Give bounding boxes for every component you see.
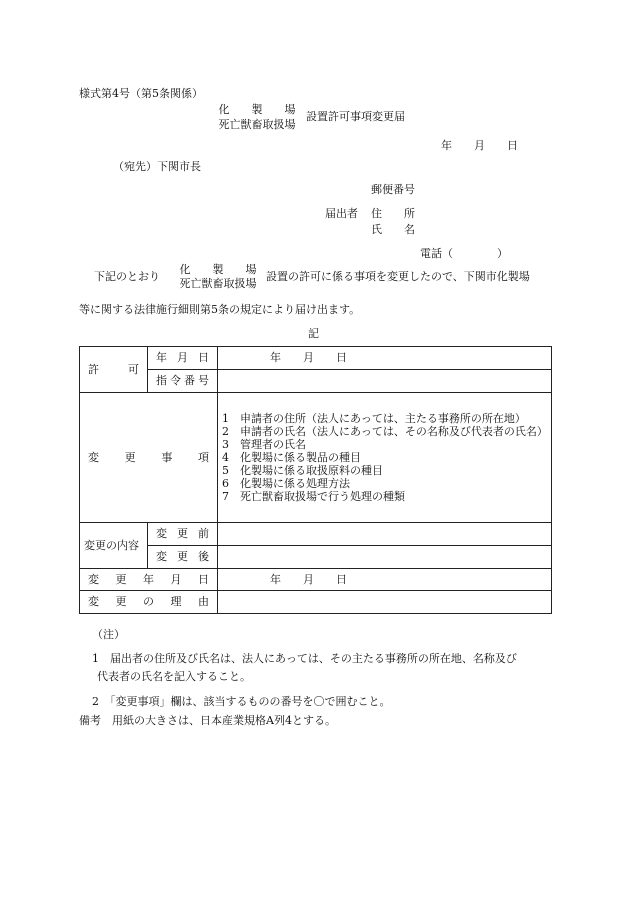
change-item-2[interactable]: 2 申請者の氏名（法人にあっては、その名称及び代表者の氏名）: [222, 425, 548, 438]
phone-label: 電話（ ）: [420, 247, 508, 260]
before-label-cell: 変更前: [148, 523, 218, 546]
title-line1: 化 製 場: [218, 103, 296, 116]
ki-heading: 記: [308, 327, 319, 340]
change-date-value-cell[interactable]: 年 月 日: [218, 569, 552, 591]
note-1-line-1: 1 届出者の住所及び氏名は、法人にあっては、その主たる事務所の所在地、名称及び: [92, 652, 517, 665]
change-item-6[interactable]: 6 化製場に係る処理方法: [222, 477, 350, 490]
address-label: 住 所: [371, 207, 415, 220]
after-value-cell[interactable]: [218, 546, 552, 569]
body-text-1: 設置の許可に係る事項を変更したので、下関市化製場: [266, 270, 530, 283]
after-label-cell: 変更後: [148, 546, 218, 569]
note-2: 2 「変更事項」欄は、該当するものの番号を〇で囲むこと。: [92, 695, 391, 708]
change-items-label-cell: 変 更 事 項: [80, 393, 218, 523]
form-id: 様式第4号（第5条関係）: [79, 87, 203, 100]
body-prefix: 下記のとおり: [94, 270, 160, 283]
title-suffix: 設置許可事項変更届: [306, 110, 405, 123]
permit-label-cell: 許 可: [80, 347, 148, 393]
note-1-line-2: 代表者の氏名を記入すること。: [97, 670, 251, 683]
notes-heading: （注）: [92, 628, 125, 641]
change-reason-value-cell[interactable]: [218, 591, 552, 614]
name-label: 氏 名: [371, 223, 415, 236]
body-text-2: 等に関する法律施行細則第5条の規定により届け出ます。: [79, 303, 361, 316]
postal-code-label: 郵便番号: [371, 183, 415, 196]
addressee: （宛先）下関市長: [113, 160, 201, 173]
before-value-cell[interactable]: [218, 523, 552, 546]
submitter-label: 届出者: [325, 207, 358, 220]
permit-date-value-cell[interactable]: 年 月 日: [218, 347, 552, 370]
title-line2: 死亡獣畜取扱場: [218, 118, 296, 131]
change-item-7[interactable]: 7 死亡獣畜取扱場で行う処理の種類: [222, 490, 405, 503]
change-reason-label-cell: 変更の理由: [80, 591, 218, 614]
change-item-4[interactable]: 4 化製場に係る製品の種目: [222, 451, 361, 464]
body-facility-line1: 化 製 場: [179, 263, 257, 276]
permit-date-label-cell: 年 月 日: [148, 347, 218, 370]
permit-number-value-cell[interactable]: [218, 370, 552, 393]
change-items-list[interactable]: [218, 393, 552, 523]
change-item-5[interactable]: 5 化製場に係る取扱原料の種目: [222, 464, 383, 477]
date-line: 年 月 日: [441, 139, 518, 152]
change-content-label-cell: 変更の内容: [80, 523, 148, 569]
remark: 備考 用紙の大きさは、日本産業規格A列4とする。: [79, 714, 336, 727]
permit-number-label-cell: 指令番号: [148, 370, 218, 393]
form-table: [79, 346, 552, 614]
body-facility-line2: 死亡獣畜取扱場: [179, 277, 257, 290]
change-item-1[interactable]: 1 申請者の住所（法人にあっては、主たる事務所の所在地）: [222, 412, 526, 425]
change-item-3[interactable]: 3 管理者の氏名: [222, 438, 306, 451]
change-date-label-cell: 変更年月日: [80, 569, 218, 591]
